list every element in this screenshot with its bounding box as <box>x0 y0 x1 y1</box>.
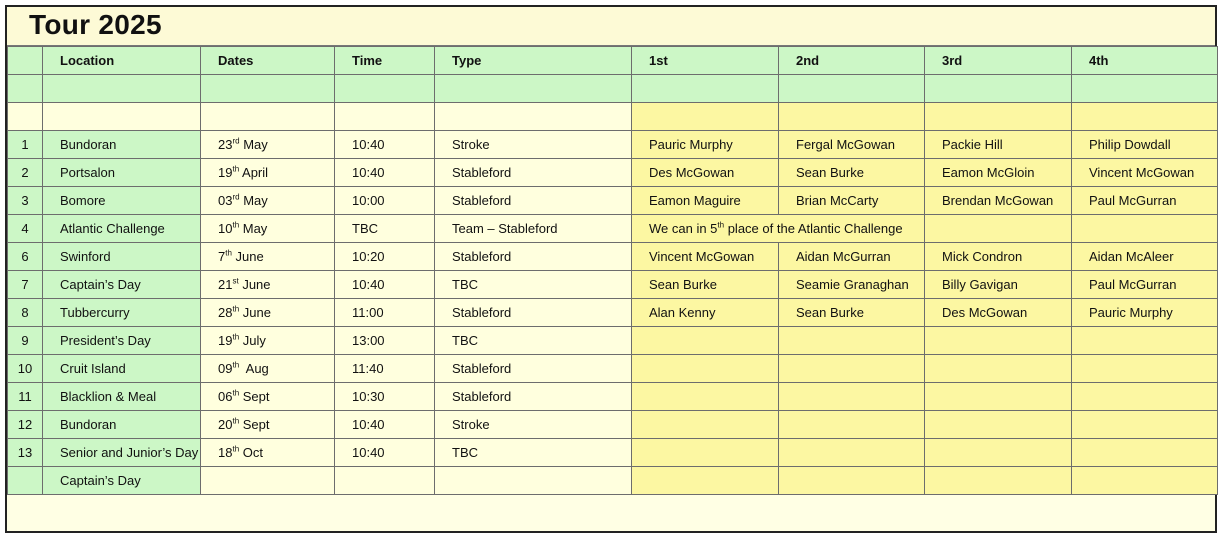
event-row <box>8 355 1218 383</box>
result-third: Brendan McGowan <box>925 187 1072 215</box>
result-second <box>779 355 925 383</box>
event-date <box>201 159 335 187</box>
header-location: Location <box>43 47 201 75</box>
event-time: 11:40 <box>335 355 435 383</box>
date-month: Sept <box>239 389 270 404</box>
event-date <box>201 187 335 215</box>
date-suffix: rd <box>232 192 240 202</box>
result-first: Pauric Murphy <box>632 131 779 159</box>
result-first <box>632 327 779 355</box>
result-fourth <box>1072 215 1218 243</box>
result-third <box>925 215 1072 243</box>
date-suffix: rd <box>232 136 240 146</box>
blank-cell <box>8 75 43 103</box>
event-time: TBC <box>335 215 435 243</box>
event-location: Cruit Island <box>43 355 201 383</box>
event-row <box>8 187 1218 215</box>
blank-cell <box>43 75 201 103</box>
spacer-cell <box>925 103 1072 131</box>
event-location: Bundoran <box>43 411 201 439</box>
event-row <box>8 271 1218 299</box>
event-number: 3 <box>8 187 43 215</box>
date-suffix: th <box>232 220 240 230</box>
event-row <box>8 215 1218 243</box>
result-second: Brian McCarty <box>779 187 925 215</box>
date-day: 19 <box>218 165 233 180</box>
header-num <box>8 47 43 75</box>
tour-sheet <box>5 5 1217 533</box>
spacer-cell <box>1072 103 1218 131</box>
spacer-cell <box>201 103 335 131</box>
result-first: Sean Burke <box>632 271 779 299</box>
event-location: Portsalon <box>43 159 201 187</box>
result-first <box>632 439 779 467</box>
blank-cell <box>1072 75 1218 103</box>
date-day: 03 <box>218 193 233 208</box>
event-type: Stroke <box>435 131 632 159</box>
result-fourth <box>1072 327 1218 355</box>
event-row <box>8 243 1218 271</box>
result-fourth <box>1072 467 1218 495</box>
date-month: Sept <box>239 417 270 432</box>
date-suffix: th <box>225 248 232 258</box>
result-first <box>632 383 779 411</box>
header-fourth: 4th <box>1072 47 1218 75</box>
spacer-cell <box>8 103 43 131</box>
date-suffix: th <box>232 164 240 174</box>
result-fourth <box>1072 439 1218 467</box>
result-fourth: Aidan McAleer <box>1072 243 1218 271</box>
tour-table <box>7 46 1218 495</box>
event-date <box>201 383 335 411</box>
result-fourth: Vincent McGowan <box>1072 159 1218 187</box>
event-date <box>201 299 335 327</box>
event-time: 13:00 <box>335 327 435 355</box>
result-fourth <box>1072 411 1218 439</box>
event-time <box>335 467 435 495</box>
note-text-end: place of the Atlantic Challenge <box>724 221 903 236</box>
result-third <box>925 467 1072 495</box>
spacer-cell <box>43 103 201 131</box>
event-number: 9 <box>8 327 43 355</box>
event-date <box>201 411 335 439</box>
event-row <box>8 467 1218 495</box>
event-number: 6 <box>8 243 43 271</box>
date-day: 10 <box>218 221 233 236</box>
result-second: Sean Burke <box>779 299 925 327</box>
header-third: 3rd <box>925 47 1072 75</box>
page-title: Tour 2025 <box>29 9 162 40</box>
result-fourth: Philip Dowdall <box>1072 131 1218 159</box>
date-day: 20 <box>218 417 233 432</box>
date-month: May <box>239 193 268 208</box>
event-time: 10:30 <box>335 383 435 411</box>
header-dates: Dates <box>201 47 335 75</box>
event-date <box>201 439 335 467</box>
result-first: Vincent McGowan <box>632 243 779 271</box>
event-type: TBC <box>435 439 632 467</box>
date-suffix: th <box>232 332 240 342</box>
event-number: 4 <box>8 215 43 243</box>
event-type: Stroke <box>435 411 632 439</box>
result-third: Packie Hill <box>925 131 1072 159</box>
event-location: Bundoran <box>43 131 201 159</box>
date-month: May <box>239 221 268 236</box>
event-type: Stableford <box>435 159 632 187</box>
event-date <box>201 131 335 159</box>
event-number: 7 <box>8 271 43 299</box>
event-number: 2 <box>8 159 43 187</box>
result-third: Billy Gavigan <box>925 271 1072 299</box>
date-month: June <box>238 277 271 292</box>
result-fourth: Pauric Murphy <box>1072 299 1218 327</box>
result-second <box>779 327 925 355</box>
event-number <box>8 467 43 495</box>
result-third: Eamon McGloin <box>925 159 1072 187</box>
date-month: Aug <box>239 361 269 376</box>
event-type: Stableford <box>435 187 632 215</box>
header-row <box>8 47 1218 75</box>
date-suffix: th <box>232 360 240 370</box>
result-third <box>925 439 1072 467</box>
event-type: TBC <box>435 327 632 355</box>
result-third <box>925 383 1072 411</box>
date-suffix: st <box>232 276 239 286</box>
date-suffix: th <box>232 388 240 398</box>
result-second: Seamie Granaghan <box>779 271 925 299</box>
result-second: Aidan McGurran <box>779 243 925 271</box>
event-row <box>8 439 1218 467</box>
result-second: Fergal McGowan <box>779 131 925 159</box>
result-fourth: Paul McGurran <box>1072 187 1218 215</box>
result-first: Alan Kenny <box>632 299 779 327</box>
result-fourth: Paul McGurran <box>1072 271 1218 299</box>
result-second: Sean Burke <box>779 159 925 187</box>
date-suffix: th <box>232 416 240 426</box>
event-row <box>8 383 1218 411</box>
event-date <box>201 271 335 299</box>
event-date <box>201 355 335 383</box>
blank-cell <box>335 75 435 103</box>
spacer-cell <box>632 103 779 131</box>
spacer-row <box>8 103 1218 131</box>
event-time: 10:40 <box>335 131 435 159</box>
event-type: Stableford <box>435 243 632 271</box>
date-day: 06 <box>218 389 233 404</box>
event-date <box>201 215 335 243</box>
event-location: Tubbercurry <box>43 299 201 327</box>
result-first <box>632 355 779 383</box>
note-text: We can in 5 <box>649 221 718 236</box>
result-fourth <box>1072 355 1218 383</box>
blank-cell <box>201 75 335 103</box>
event-rows <box>8 131 1218 495</box>
event-type: Stableford <box>435 383 632 411</box>
blank-cell <box>925 75 1072 103</box>
result-fourth <box>1072 383 1218 411</box>
date-month: May <box>239 137 268 152</box>
blank-cell <box>435 75 632 103</box>
event-number: 11 <box>8 383 43 411</box>
event-location: Atlantic Challenge <box>43 215 201 243</box>
event-row <box>8 131 1218 159</box>
event-type: Team – Stableford <box>435 215 632 243</box>
result-third <box>925 411 1072 439</box>
event-time: 10:40 <box>335 159 435 187</box>
event-row <box>8 411 1218 439</box>
note-suffix: th <box>717 220 725 230</box>
event-location: Swinford <box>43 243 201 271</box>
result-second <box>779 439 925 467</box>
date-day: 18 <box>218 445 233 460</box>
spacer-cell <box>335 103 435 131</box>
result-second <box>779 383 925 411</box>
header-time: Time <box>335 47 435 75</box>
event-time: 11:00 <box>335 299 435 327</box>
result-first <box>632 411 779 439</box>
event-type: Stableford <box>435 299 632 327</box>
event-date <box>201 243 335 271</box>
spacer-cell <box>435 103 632 131</box>
header-first: 1st <box>632 47 779 75</box>
date-month: June <box>239 305 271 320</box>
event-time: 10:20 <box>335 243 435 271</box>
event-time: 10:40 <box>335 411 435 439</box>
event-location: Bomore <box>43 187 201 215</box>
blank-row <box>8 75 1218 103</box>
event-time: 10:00 <box>335 187 435 215</box>
event-location: Captain’s Day <box>43 467 201 495</box>
date-month: April <box>239 165 269 180</box>
event-location: Captain’s Day <box>43 271 201 299</box>
result-third: Des McGowan <box>925 299 1072 327</box>
event-type <box>435 467 632 495</box>
event-number: 8 <box>8 299 43 327</box>
event-location: Blacklion & Meal <box>43 383 201 411</box>
event-number: 1 <box>8 131 43 159</box>
event-row <box>8 299 1218 327</box>
event-note <box>632 215 925 243</box>
event-type: Stableford <box>435 355 632 383</box>
date-day: 7 <box>218 249 226 264</box>
result-second <box>779 411 925 439</box>
event-number: 13 <box>8 439 43 467</box>
event-date <box>201 327 335 355</box>
event-date <box>201 467 335 495</box>
date-day: 28 <box>218 305 233 320</box>
event-type: TBC <box>435 271 632 299</box>
date-day: 19 <box>218 333 233 348</box>
event-number: 10 <box>8 355 43 383</box>
date-day: 21 <box>218 277 233 292</box>
blank-cell <box>632 75 779 103</box>
result-first: Eamon Maguire <box>632 187 779 215</box>
date-month: July <box>239 333 266 348</box>
header-second: 2nd <box>779 47 925 75</box>
result-second <box>779 467 925 495</box>
event-number: 12 <box>8 411 43 439</box>
date-suffix: th <box>232 304 240 314</box>
event-row <box>8 327 1218 355</box>
result-third <box>925 327 1072 355</box>
blank-cell <box>779 75 925 103</box>
event-location: President’s Day <box>43 327 201 355</box>
date-month: June <box>231 249 264 264</box>
date-day: 09 <box>218 361 233 376</box>
date-day: 23 <box>218 137 233 152</box>
event-time: 10:40 <box>335 271 435 299</box>
result-third: Mick Condron <box>925 243 1072 271</box>
result-first: Des McGowan <box>632 159 779 187</box>
result-first <box>632 467 779 495</box>
header-type: Type <box>435 47 632 75</box>
event-location: Senior and Junior’s Day <box>43 439 201 467</box>
title-bar <box>7 7 1215 46</box>
date-suffix: th <box>232 444 240 454</box>
result-third <box>925 355 1072 383</box>
event-row <box>8 159 1218 187</box>
event-time: 10:40 <box>335 439 435 467</box>
spacer-cell <box>779 103 925 131</box>
date-month: Oct <box>239 445 263 460</box>
